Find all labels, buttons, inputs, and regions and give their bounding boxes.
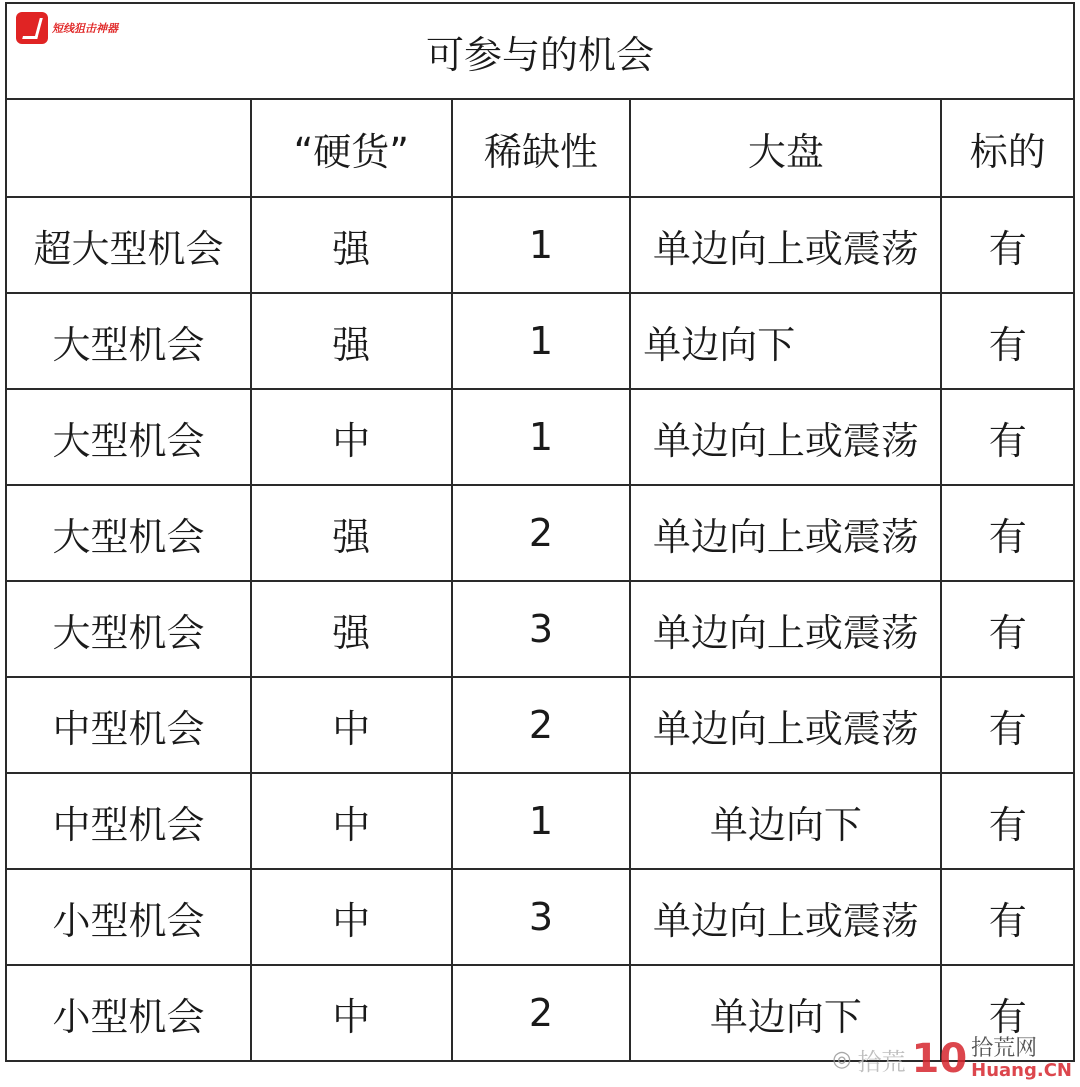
opportunity-sheet [5,2,1075,1082]
cell-target: 有 [941,869,1074,965]
cell-hard-goods: 强 [251,485,452,581]
table-row [6,485,1074,581]
cell-opportunity: 中型机会 [6,773,251,869]
cell-opportunity: 大型机会 [6,293,251,389]
table-header-row [6,99,1074,197]
cell-target: 有 [941,293,1074,389]
cell-target: 有 [941,485,1074,581]
cell-market: 单边向下 [630,965,941,1061]
cell-target: 有 [941,581,1074,677]
watermark-site-en: Huang.CN [971,1060,1072,1082]
cell-opportunity: 大型机会 [6,389,251,485]
cell-target: 有 [941,197,1074,293]
cell-target: 有 [941,773,1074,869]
cell-scarcity: 1 [452,773,631,869]
header-blank [6,99,251,197]
opportunity-table [5,2,1075,1062]
cell-market: 单边向下 [630,293,941,389]
cell-scarcity: 2 [452,677,631,773]
table-title: 可参与的机会 [6,3,1074,99]
header-hard-goods: “硬货” [251,99,452,197]
cell-hard-goods: 中 [251,965,452,1061]
site-watermark [832,1037,1072,1081]
cell-opportunity: 小型机会 [6,869,251,965]
cell-hard-goods: 中 [251,773,452,869]
header-scarcity: 稀缺性 [452,99,631,197]
cell-target: 有 [941,389,1074,485]
cell-scarcity: 2 [452,965,631,1061]
cell-market: 单边向上或震荡 [630,485,941,581]
cell-target: 有 [941,965,1074,1061]
cell-market: 单边向上或震荡 [630,677,941,773]
brand-logo-icon [16,12,48,44]
cell-scarcity: 1 [452,389,631,485]
cell-opportunity: 中型机会 [6,677,251,773]
cell-hard-goods: 强 [251,581,452,677]
table-row [6,581,1074,677]
watermark-site-cn: 拾荒网 [971,1036,1038,1062]
cell-market: 单边向上或震荡 [630,581,941,677]
cell-hard-goods: 中 [251,677,452,773]
table-row [6,677,1074,773]
header-market: 大盘 [630,99,941,197]
cell-market: 单边向下 [630,773,941,869]
brand-logo [16,12,118,44]
watermark-text [971,1037,1072,1081]
brand-logo-text: 短线狙击神器 [52,22,118,35]
cell-hard-goods: 中 [251,869,452,965]
cell-opportunity: 大型机会 [6,485,251,581]
table-row [6,773,1074,869]
cell-hard-goods: 强 [251,197,452,293]
cell-scarcity: 1 [452,293,631,389]
header-target: 标的 [941,99,1074,197]
table-row [6,293,1074,389]
cell-target: 有 [941,677,1074,773]
table-row [6,389,1074,485]
cell-scarcity: 3 [452,869,631,965]
wechat-icon: ◎ [832,1046,852,1072]
cell-scarcity: 1 [452,197,631,293]
cell-scarcity: 3 [452,581,631,677]
cell-hard-goods: 强 [251,293,452,389]
table-row [6,197,1074,293]
cell-market: 单边向上或震荡 [630,197,941,293]
cell-opportunity: 大型机会 [6,581,251,677]
cell-market: 单边向上或震荡 [630,389,941,485]
cell-scarcity: 2 [452,485,631,581]
watermark-faint-text: 拾荒 [857,1047,906,1076]
cell-opportunity: 超大型机会 [6,197,251,293]
cell-opportunity: 小型机会 [6,965,251,1061]
cell-market: 单边向上或震荡 [630,869,941,965]
watermark-logo [911,1037,1072,1081]
table-row [6,869,1074,965]
cell-hard-goods: 中 [251,389,452,485]
watermark-badge: 10 [911,1036,968,1082]
